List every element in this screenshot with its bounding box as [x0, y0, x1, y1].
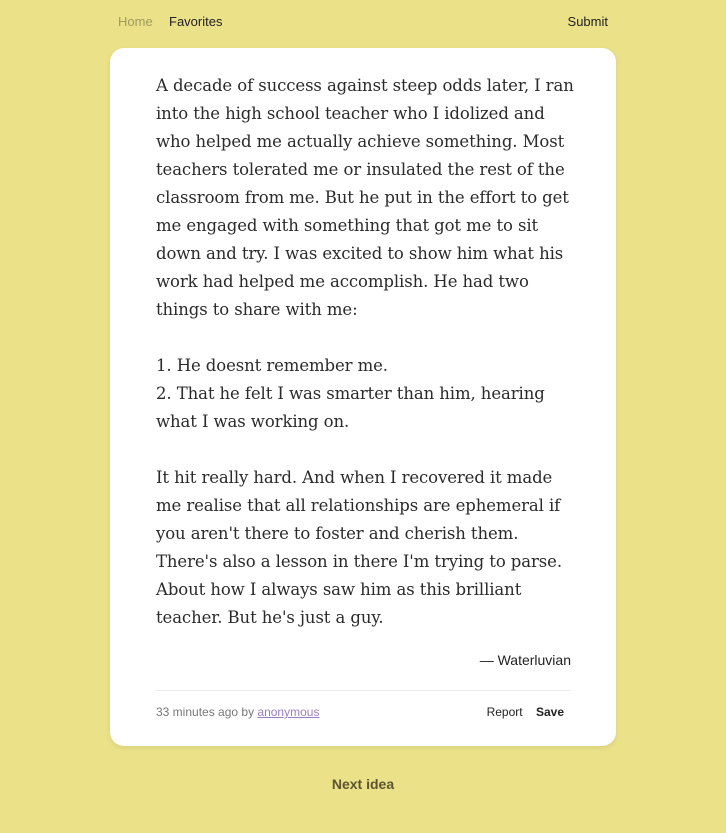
report-button[interactable]: Report: [486, 705, 523, 719]
story-paragraph: It hit really hard. And when I recovered it made me realise that all relationships are ephemeral if you aren't there to foster and cherish them. There's also a lesson in there I'm trying to parse. About how I always saw him as this brilliant teacher. But he's just a guy.: [156, 468, 562, 627]
story-author: — Waterluvian: [479, 652, 571, 668]
divider: [156, 690, 571, 691]
story-body: [156, 72, 576, 632]
story-paragraph: A decade of success against steep odds later, I ran into the high school teacher who I idolized and who helped me actually achieve something. Most teachers tolerated me or insulated the rest of the classroom from me. But he put in the effort to get me engaged with something that got me to sit down and try. I was excited to show him what his work had helped me accomplish. He had two things to share with me:: [156, 76, 574, 319]
save-button[interactable]: Save: [535, 705, 564, 719]
next-idea-button[interactable]: Next idea: [331, 776, 395, 792]
post-meta: [156, 705, 319, 719]
nav-home-link[interactable]: Home: [118, 14, 153, 29]
author-link[interactable]: anonymous: [257, 705, 320, 719]
story-card: [110, 48, 616, 746]
post-timestamp: 33 minutes ago by: [156, 705, 255, 719]
top-nav: [118, 14, 608, 32]
story-paragraph: 1. He doesnt remember me. 2. That he felt I was smarter than him, hearing what I was working on.: [156, 356, 545, 431]
nav-favorites-link[interactable]: Favorites: [169, 14, 223, 29]
post-actions: [477, 705, 564, 719]
nav-submit-link[interactable]: Submit: [567, 14, 608, 29]
